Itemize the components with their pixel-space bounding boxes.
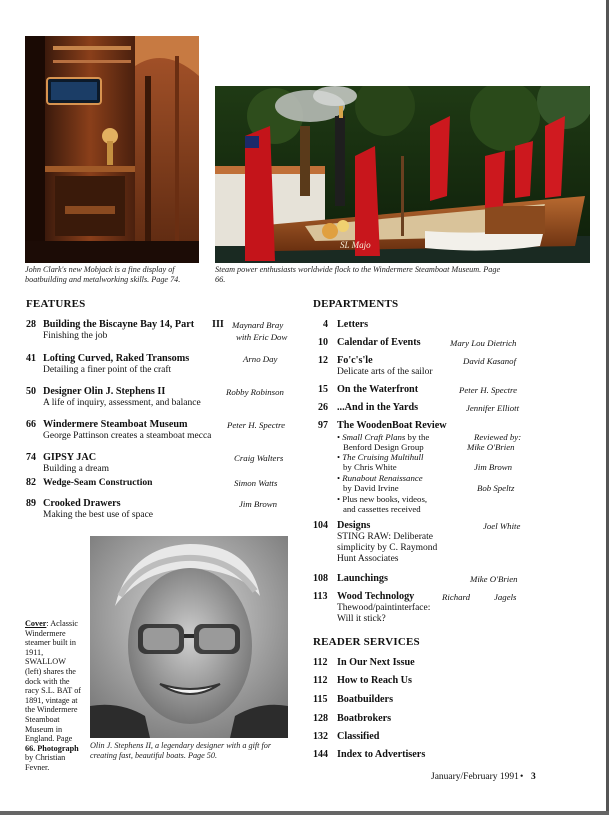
review-line: by Chris White bbox=[343, 462, 397, 472]
dept-num: 12 bbox=[318, 355, 328, 366]
review-book-title: Small Craft Plans bbox=[342, 432, 406, 442]
feature-desc: A life of inquiry, assessment, and balance bbox=[43, 398, 201, 408]
boat-name-text: SL Majo bbox=[340, 240, 371, 250]
cover-line: steamer built in bbox=[25, 638, 76, 648]
service-title[interactable]: In Our Next Issue bbox=[337, 657, 415, 668]
dept-author-2: Jagels bbox=[494, 592, 517, 602]
dept-author: Joel White bbox=[483, 521, 521, 531]
review-reviewed-by: Reviewed by: bbox=[474, 432, 522, 442]
service-num: 128 bbox=[313, 713, 328, 724]
steamboat-photo-caption: Steam power enthusiasts worldwide flock to the Windermere Steamboat Museum. Page 66. bbox=[215, 265, 501, 284]
cover-line: (left) shares the bbox=[25, 666, 76, 676]
feature-author-2: with Eric Dow bbox=[236, 332, 288, 342]
cover-line: : Aclassic bbox=[46, 619, 78, 628]
cover-line: 66. Photograph bbox=[25, 743, 79, 753]
service-num: 132 bbox=[313, 731, 328, 742]
features-heading: FEATURES bbox=[26, 298, 86, 310]
dept-title[interactable]: The WoodenBoat Review bbox=[337, 420, 447, 431]
feature-num: 28 bbox=[26, 319, 36, 330]
dept-desc: STING RAW: Deliberate bbox=[337, 532, 433, 542]
dept-author: Richard bbox=[442, 592, 471, 602]
service-title[interactable]: Index to Advertisers bbox=[337, 749, 426, 760]
interior-photo-caption: John Clark's new Mobjack is a fine display of boatbuilding and metalworking skills. Page 74. bbox=[25, 265, 181, 284]
service-title[interactable]: Boatbuilders bbox=[337, 694, 394, 705]
page-number: 3 bbox=[531, 772, 536, 782]
dept-num: 113 bbox=[313, 591, 328, 602]
dept-title[interactable]: Letters bbox=[337, 319, 369, 330]
review-line: Benford Design Group bbox=[343, 442, 424, 452]
feature-num: 66 bbox=[26, 419, 36, 430]
review-line: • Plus new books, videos, bbox=[337, 494, 428, 504]
feature-num: 82 bbox=[26, 477, 36, 488]
cover-line: racy S.L. BAT of bbox=[25, 686, 82, 696]
footer-bullet: • bbox=[520, 772, 524, 782]
feature-desc: Detailing a finer point of the craft bbox=[43, 365, 172, 375]
dept-desc: Delicate arts of the sailor bbox=[337, 367, 433, 377]
dept-author: Jennifer Elliott bbox=[466, 403, 520, 413]
cover-line: 1891, vintage at bbox=[25, 695, 78, 705]
portrait-photo bbox=[90, 536, 288, 738]
feature-author: Simon Watts bbox=[234, 478, 278, 488]
dept-desc: Will it stick? bbox=[337, 614, 386, 624]
departments-heading: DEPARTMENTS bbox=[313, 298, 399, 310]
feature-author: Jim Brown bbox=[239, 499, 278, 509]
dept-desc: Thewood/paintinterface: bbox=[337, 603, 431, 613]
feature-desc: Finishing the job bbox=[43, 331, 108, 341]
cover-line: Steamboat bbox=[25, 714, 60, 724]
portrait-caption: Olin J. Stephens II, a legendary designer with a gift for creating fast, beautiful boats. Page 50. bbox=[90, 741, 272, 760]
feature-desc: George Pattinson creates a steamboat mecca bbox=[43, 431, 212, 441]
review-book-title: The Cruising Multihull bbox=[342, 452, 424, 462]
dept-num: 97 bbox=[318, 420, 328, 431]
cover-line: Museum in bbox=[25, 724, 63, 734]
service-num: 144 bbox=[313, 749, 328, 760]
service-title[interactable]: Boatbrokers bbox=[337, 713, 392, 724]
review-line: • The Cruising Multihull bbox=[337, 452, 424, 462]
dept-author: David Kasanof bbox=[463, 356, 517, 366]
feature-title[interactable]: Building the Biscayne Bay 14, Part bbox=[43, 319, 195, 330]
dept-title[interactable]: Fo'c's'le bbox=[337, 355, 373, 366]
feature-title[interactable]: Windermere Steamboat Museum bbox=[43, 419, 188, 430]
cover-line: by Christian bbox=[25, 753, 66, 763]
feature-title[interactable]: Crooked Drawers bbox=[43, 498, 121, 509]
dept-num: 108 bbox=[313, 573, 328, 584]
cover-line: Fevner. bbox=[25, 762, 50, 772]
dept-title[interactable]: On the Waterfront bbox=[337, 384, 419, 395]
service-num: 112 bbox=[313, 675, 328, 686]
feature-author: Maynard Bray bbox=[232, 320, 284, 330]
dept-num: 10 bbox=[318, 337, 328, 348]
dept-author: Mike O'Brien bbox=[470, 574, 518, 584]
review-line: and cassettes received bbox=[343, 504, 421, 514]
boat-interior-photo bbox=[25, 36, 199, 263]
review-line-tail: by the bbox=[405, 432, 430, 442]
feature-part: III bbox=[212, 319, 224, 330]
review-author: Jim Brown bbox=[474, 462, 513, 472]
cover-line: the Windermere bbox=[25, 705, 78, 715]
dept-desc: simplicity by C. Raymond bbox=[337, 543, 438, 553]
cover-line: 1911, SWALLOW bbox=[25, 647, 66, 667]
review-author: Mike O'Brien bbox=[467, 442, 515, 452]
feature-title[interactable]: Wedge-Seam Construction bbox=[43, 477, 153, 488]
feature-title[interactable]: Designer Olin J. Stephens II bbox=[43, 386, 166, 397]
feature-author: Peter H. Spectre bbox=[227, 420, 286, 430]
dept-num: 104 bbox=[313, 520, 328, 531]
reader-services-heading: READER SERVICES bbox=[313, 636, 420, 648]
service-title[interactable]: How to Reach Us bbox=[337, 675, 412, 686]
feature-num: 89 bbox=[26, 498, 36, 509]
page-edge-bottom bbox=[0, 811, 609, 815]
cover-line: dock with the bbox=[25, 676, 70, 686]
dept-num: 26 bbox=[318, 402, 328, 413]
steamboats-photo bbox=[215, 86, 590, 263]
review-author: Bob Speltz bbox=[477, 483, 515, 493]
review-line: by David Irvine bbox=[343, 483, 399, 493]
issue-date: January/February 1991 bbox=[431, 772, 519, 782]
feature-num: 74 bbox=[26, 452, 36, 463]
cover-note bbox=[25, 619, 85, 773]
dept-title[interactable]: Launchings bbox=[337, 573, 388, 584]
dept-desc: Hunt Associates bbox=[337, 554, 399, 564]
feature-author: Craig Walters bbox=[234, 453, 284, 463]
dept-author: Mary Lou Dietrich bbox=[450, 338, 517, 348]
dept-title[interactable]: ...And in the Yards bbox=[337, 402, 419, 413]
feature-author: Robby Robinson bbox=[226, 387, 284, 397]
feature-title[interactable]: Lofting Curved, Raked Transoms bbox=[43, 353, 190, 364]
feature-num: 50 bbox=[26, 386, 36, 397]
review-line: • Small Craft Plans by the bbox=[337, 432, 430, 442]
cover-label: Cover bbox=[25, 619, 47, 628]
service-num: 112 bbox=[313, 657, 328, 668]
feature-num: 41 bbox=[26, 353, 36, 364]
review-line: • Runabout Renaissance bbox=[337, 473, 423, 483]
review-line-text: Plus new books, videos, bbox=[342, 494, 428, 504]
dept-author: Peter H. Spectre bbox=[459, 385, 518, 395]
dept-num: 4 bbox=[323, 319, 328, 330]
feature-author: Arno Day bbox=[243, 354, 278, 364]
service-num: 115 bbox=[313, 694, 328, 705]
dept-title[interactable]: Wood Technology bbox=[337, 591, 415, 602]
feature-title[interactable]: GIPSY JAC bbox=[43, 452, 97, 463]
dept-num: 15 bbox=[318, 384, 328, 395]
service-title[interactable]: Classified bbox=[337, 731, 380, 742]
cover-line: England. Page bbox=[25, 734, 73, 744]
feature-desc: Building a dream bbox=[43, 464, 109, 474]
dept-title[interactable]: Calendar of Events bbox=[337, 337, 421, 348]
cover-line: Windermere bbox=[25, 628, 66, 638]
review-book-title: Runabout Renaissance bbox=[342, 473, 423, 483]
dept-title[interactable]: Designs bbox=[337, 520, 371, 531]
feature-desc: Making the best use of space bbox=[43, 510, 154, 520]
